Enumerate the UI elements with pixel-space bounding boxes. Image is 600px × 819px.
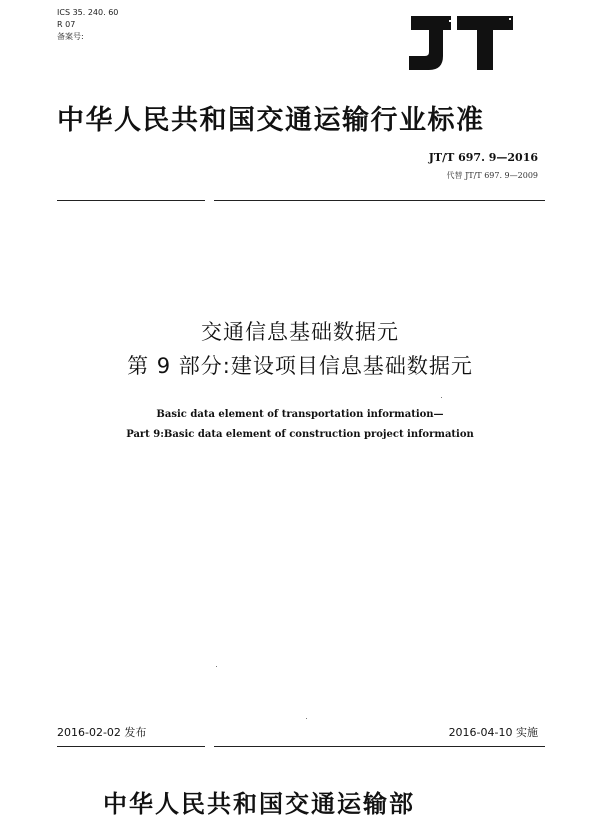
header-divider-left <box>57 200 205 201</box>
issue-date: 2016-02-02 发布 <box>57 726 147 739</box>
category-code: R 07 <box>57 20 76 29</box>
english-title-line-1: Basic data element of transportation information— <box>156 409 444 420</box>
chinese-title-line-2: 第 9 部分:建设项目信息基础数据元 <box>127 354 473 378</box>
scan-speck <box>216 666 217 667</box>
jt-logo <box>405 14 515 72</box>
standard-code: JT/T 697. 9—2016 <box>428 151 538 164</box>
issuing-authority-title: 中华人民共和国交通运输行业标准 <box>57 105 485 136</box>
implementation-date: 2016-04-10 实施 <box>448 726 538 739</box>
jt-logo-graphic <box>405 14 515 72</box>
classification-block <box>57 7 118 43</box>
header-divider-right <box>214 200 545 201</box>
english-title-line-2: Part 9:Basic data element of construction project information <box>126 429 474 440</box>
replaces-standard: 代替 JT/T 697. 9—2009 <box>446 171 538 180</box>
ics-code: ICS 35. 240. 60 <box>57 8 119 17</box>
chinese-title-line-1: 交通信息基础数据元 <box>201 320 399 344</box>
scan-speck <box>441 397 442 398</box>
footer-divider-left <box>57 746 205 747</box>
publisher-name: 中华人民共和国交通运输部 <box>103 790 415 818</box>
record-number: 备案号: <box>57 32 84 41</box>
footer-divider-right <box>214 746 545 747</box>
scan-speck <box>306 718 307 719</box>
